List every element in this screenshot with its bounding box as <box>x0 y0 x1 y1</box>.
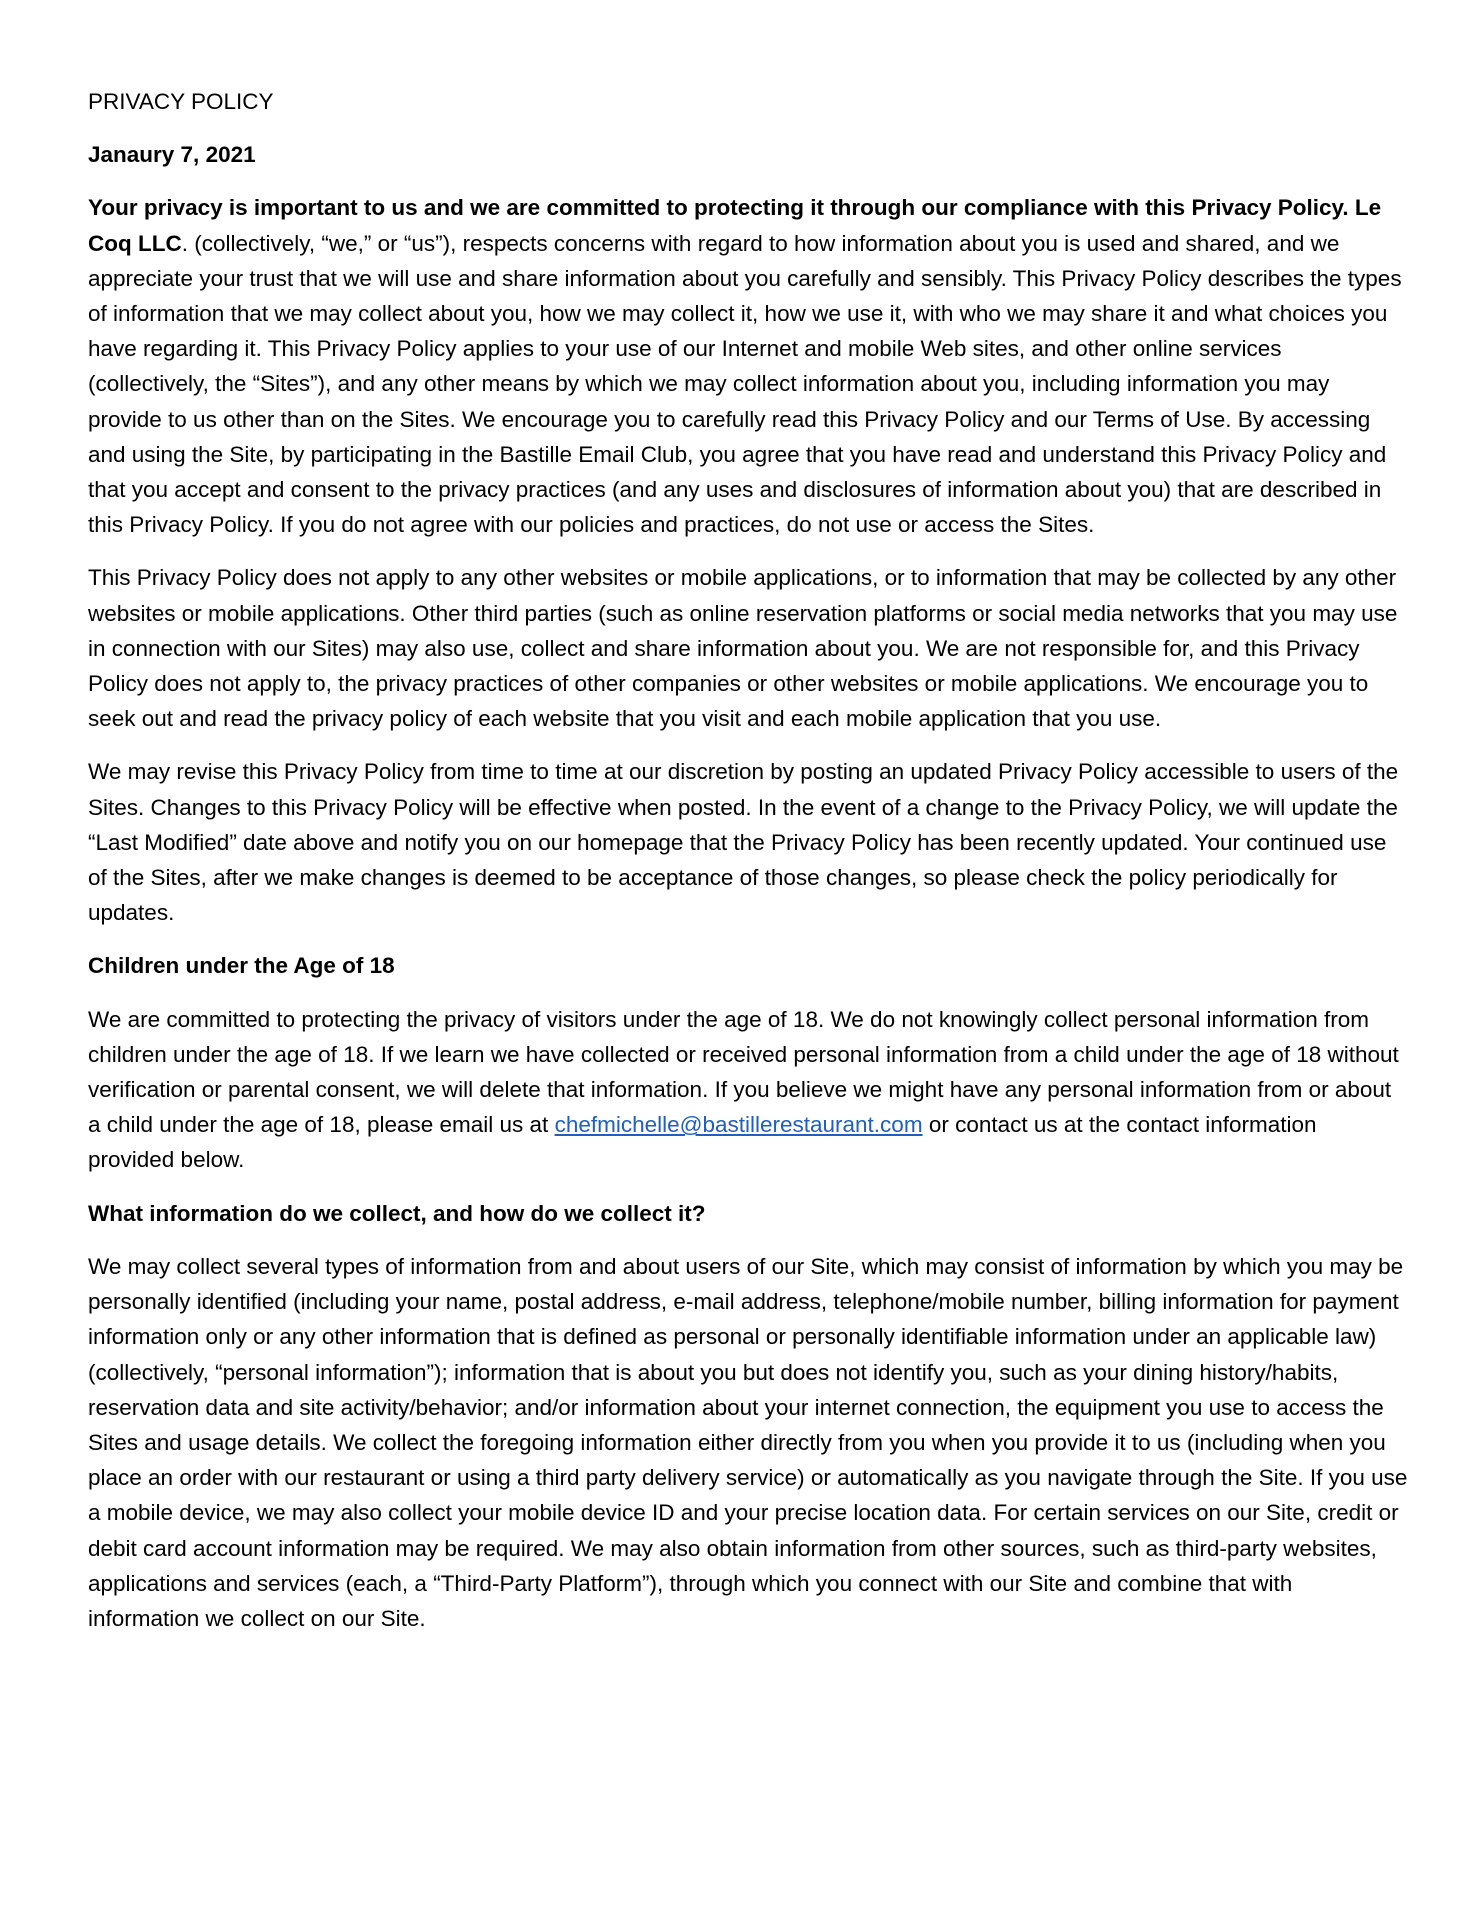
revisions-paragraph: We may revise this Privacy Policy from time to time at our discretion by posting an updated Privacy Policy accessible to users of the Sites. Changes to this Privacy Policy will be effective when posted. In the event of a change to the Privacy Policy, we will update the “Last Modified” date above and notify you on our homepage that the Privacy Policy has been recently updated. Your continued use of the Sites, after we make changes is deemed to be acceptance of those changes, so please check the policy periodically for updates. <box>88 759 1399 926</box>
company-name: Le Coq LLC <box>88 195 1382 256</box>
children-heading: Children under the Age of 18 <box>88 953 395 979</box>
children-paragraph <box>88 1002 1408 1178</box>
collect-paragraph: We may collect several types of information from and about users of our Site, which may consist of information by which you may be personally identified (including your name, postal address, e-mail address, telephone/mobile number, billing information for payment information only or any other information that is defined as personal or personally identifiable information under an applicable law) (collectively, “personal information”); information that is about you but does not identify you, such as your dining history/habits, reservation data and site activity/behavior; and/or information about your internet connection, the equipment you use to access the Sites and usage details. We collect the foregoing information either directly from you when you provide it to us (including when you place an order with our restaurant or using a third party delivery service) or automatically as you navigate through the Site. If you use a mobile device, we may also collect your mobile device ID and your precise location data. For certain services on our Site, credit or debit card account information may be required. We may also obtain information from other sources, such as third-party websites, applications and services (each, a “Third-Party Platform”), through which you connect with our Site and combine that with information we collect on our Site. <box>88 1253 1408 1631</box>
document-title: PRIVACY POLICY <box>88 89 274 114</box>
intro-paragraph <box>88 190 1408 542</box>
document-date: Janaury 7, 2021 <box>88 142 256 168</box>
intro-lead: Your privacy is important to us and we are committed to protecting it through our compliance with this Privacy Policy. <box>88 195 1349 221</box>
collect-heading: What information do we collect, and how do we collect it? <box>88 1200 706 1226</box>
document-page <box>88 84 1408 1654</box>
intro-body: . (collectively, “we,” or “us”), respects concerns with regard to how information about you is used and shared, and we appreciate your trust that we will use and share information about you carefully and sensibly. This Privacy Policy describes the types of information that we may collect about you, how we may collect it, how we use it, with who we may share it and what choices you have regarding it. This Privacy Policy applies to your use of our Internet and mobile Web sites, and other online services (collectively, the “Sites”), and any other means by which we may collect information about you, including information you may provide to us other than on the Sites. We encourage you to carefully read this Privacy Policy and our Terms of Use. By accessing and using the Site, by participating in the Bastille Email Club, you agree that you have read and understand this Privacy Policy and that you accept and consent to the privacy practices (and any uses and disclosures of information about you) that are described in this Privacy Policy. If you do not agree with our policies and practices, do not use or access the Sites. <box>88 230 1402 538</box>
email-link[interactable]: chefmichelle@bastillerestaurant.com <box>554 1112 923 1138</box>
children-body-after: or contact us at the contact information provided below. <box>88 1112 1317 1173</box>
third-party-paragraph: This Privacy Policy does not apply to any other websites or mobile applications, or to information that may be collected by any other websites or mobile applications. Other third parties (such as online reservation platforms or social media networks that you may use in connection with our Sites) may also use, collect and share information about you. We are not responsible for, and this Privacy Policy does not apply to, the privacy practices of other companies or other websites or mobile applications. We encourage you to seek out and read the privacy policy of each website that you visit and each mobile application that you use. <box>88 565 1398 732</box>
children-body-before: We are committed to protecting the privacy of visitors under the age of 18. We do not knowingly collect personal information from children under the age of 18. If we learn we have collected or received personal information from a child under the age of 18 without verification or parental consent, we will delete that information. If you believe we might have any personal information from or about a child under the age of 18, please email us at <box>88 1006 1399 1138</box>
